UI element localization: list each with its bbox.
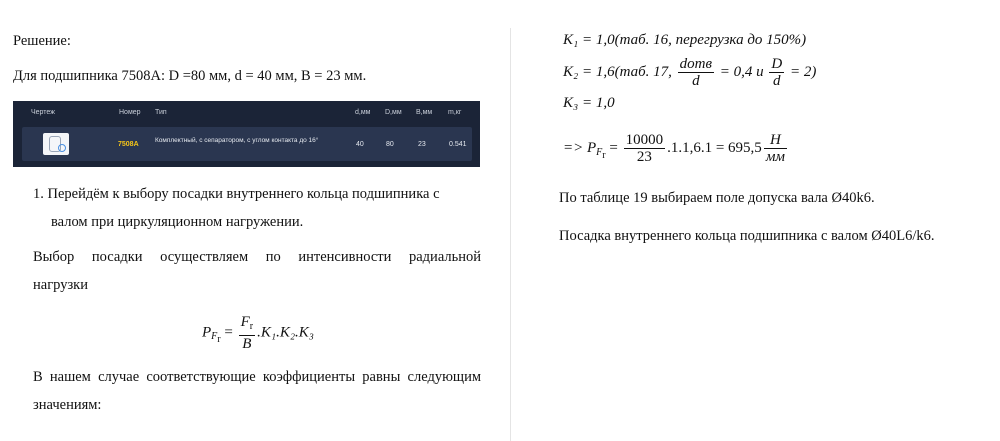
k2-line: K₂ = 1,6(таб. 17, $\frac{\text{dотв}}{d}$ = 0,4 и $\frac{D}{d}$ = 2) [563, 56, 817, 89]
bearing-intro: Для подшипника 7508А: D =80 мм, d = 40 мм, B = 23 мм. [13, 68, 367, 84]
k3-line: K₃ = 1,0 [563, 95, 615, 111]
para-line1: Выбор посадки осуществляем по интенсивности радиальной [33, 249, 481, 265]
bearing-thumbnail[interactable] [43, 133, 69, 155]
cell-type: Комплектный, с сепаратором, с углом контакта до 16° [155, 137, 319, 144]
header-B: B,мм [416, 109, 433, 116]
cell-m: 0.541 [449, 141, 467, 148]
cell-number: 7508A [118, 141, 139, 148]
fit-text: Посадка внутреннего кольца подшипника с валом Ø40L6/k6. [559, 228, 935, 244]
cell-D: 80 [386, 141, 394, 148]
coef-line1: В нашем случае соответствующие коэффициенты равны следующим [33, 369, 481, 385]
radial-load-formula: $P_{F_r}$ = $\frac{F_r}{B}$ .K₁.K₂.K₃ [202, 314, 315, 352]
header-d: d,мм [355, 109, 371, 116]
item1-line2: валом при циркуляционном нагружении. [51, 214, 304, 230]
header-type: Тип [155, 109, 167, 116]
bearing-table [13, 101, 480, 167]
table-row[interactable] [22, 127, 472, 161]
header-D: D,мм [385, 109, 402, 116]
cell-B: 23 [418, 141, 426, 148]
solution-label: Решение: [13, 33, 71, 49]
header-drawing: Чертеж [31, 109, 55, 116]
result-formula: => $P_{F_r}$ = $\frac{10000}{23}$ .1.1,6.1 = 695,5 $\frac{Н}{мм}$ [563, 132, 785, 165]
cell-d: 40 [356, 141, 364, 148]
zoom-icon [58, 144, 66, 152]
column-divider [510, 28, 511, 441]
item1-line1: 1. Перейдём к выбору посадки внутреннего кольца подшипника с [33, 186, 440, 202]
header-number: Номер [119, 109, 141, 116]
coef-line2: значениям: [33, 397, 102, 413]
header-m: m,кг [448, 109, 462, 116]
k1-line: K₁ = 1,0(таб. 16, перегрузка до 150%) [563, 32, 807, 48]
para-line2: нагрузки [33, 277, 88, 293]
tolerance-text: По таблице 19 выбираем поле допуска вала Ø40k6. [559, 190, 875, 206]
